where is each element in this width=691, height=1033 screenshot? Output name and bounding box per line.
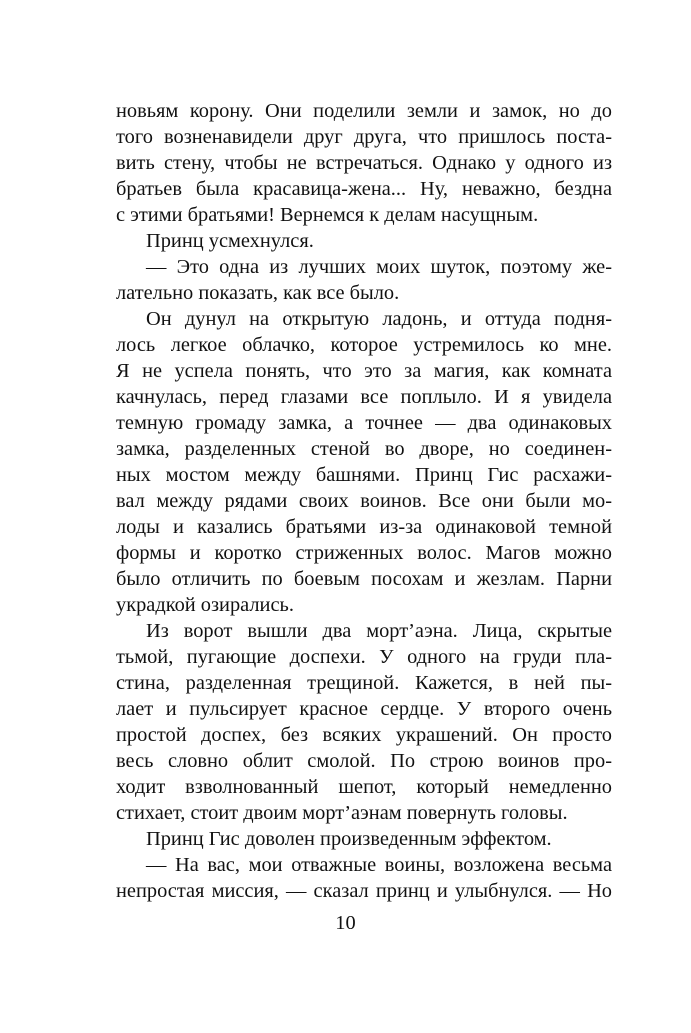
text-line: украдкой озирались.: [116, 594, 294, 616]
text-line: Из ворот вышли два морт’аэна. Лица, скрытые: [146, 620, 612, 642]
text-line: лось легкое облачко, которое устремилось ко мне.: [116, 334, 612, 356]
text-line: формы и коротко стриженных волос. Магов можно: [116, 542, 612, 564]
text-line: лательно показать, как все было.: [116, 282, 400, 304]
text-line: качнулась, перед глазами все поплыло. И я увидела: [116, 386, 612, 408]
text-line: простой доспех, без всяких украшений. Он просто: [116, 724, 612, 746]
page-number: 10: [335, 912, 356, 934]
text-line: стина, разделенная трещиной. Кажется, в ней пы-: [116, 672, 612, 694]
text-line: Принц Гис доволен произведенным эффектом.: [146, 828, 552, 850]
text-line: ходит взволнованный шепот, который немедленно: [116, 776, 612, 798]
text-line: непростая миссия, — сказал принц и улыбнулся. — Но: [116, 880, 612, 902]
text-line: вал между рядами своих воинов. Все они были мо-: [116, 490, 612, 512]
text-line: вить стену, чтобы не встречаться. Однако у одного из: [116, 152, 612, 174]
text-line: замка, разделенных стеной во дворе, но соединен-: [116, 438, 612, 460]
text-line: Я не успела понять, что это за магия, как комната: [116, 360, 612, 382]
text-line: братьев была красавица-жена... Ну, неважно, бездна: [116, 178, 612, 200]
body-text: [116, 98, 612, 904]
text-line: того возненавидели друг друга, что пришлось поста-: [116, 126, 612, 148]
text-line: ных мостом между башнями. Принц Гис расхажи-: [116, 464, 612, 486]
text-line: весь словно облит смолой. По строю воинов про-: [116, 750, 612, 772]
text-line: Он дунул на открытую ладонь, и оттуда подня-: [146, 308, 612, 330]
text-line: лает и пульсирует красное сердце. У второго очень: [116, 698, 612, 720]
text-line: с этими братьями! Вернемся к делам насущным.: [116, 204, 539, 226]
text-line: Принц усмехнулся.: [146, 230, 314, 252]
text-line: было отличить по боевым посохам и жезлам. Парни: [116, 568, 612, 590]
text-line: новьям корону. Они поделили земли и замок, но до: [116, 100, 612, 122]
text-line: тьмой, пугающие доспехи. У одного на груди пла-: [116, 646, 612, 668]
text-line: стихает, стоит двоим морт’аэнам повернуть головы.: [116, 802, 568, 824]
text-line: — На вас, мои отважные воины, возложена весьма: [146, 854, 612, 876]
text-line: — Это одна из лучших моих шуток, поэтому же-: [146, 256, 612, 278]
text-line: лоды и казались братьями из-за одинаковой темной: [116, 516, 612, 538]
text-line: темную громаду замка, а точнее — два одинаковых: [116, 412, 612, 434]
